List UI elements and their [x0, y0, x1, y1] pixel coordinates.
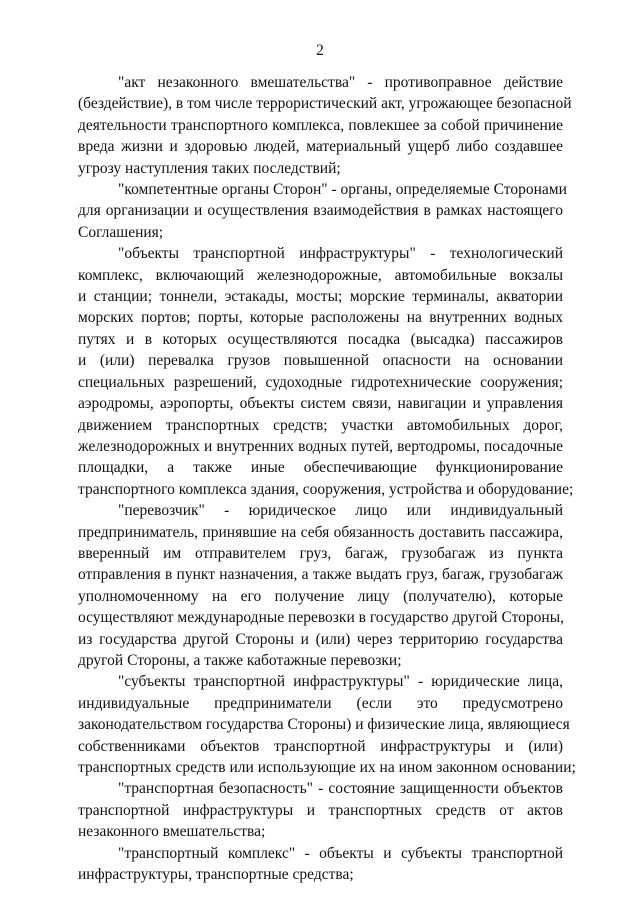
definition-paragraph-objects — [78, 243, 574, 500]
text-line: Соглашения; — [78, 223, 164, 241]
text-line: и (или) перевалка грузов повышенной опасности на основании — [78, 352, 563, 370]
text-line: морских портов; порты, которые расположены на внутренних водных — [78, 309, 563, 327]
text-line: инфраструктуры, транспортные средства; — [78, 866, 354, 884]
text-line: законодательством государства Стороны) и физические лица, являющиеся — [78, 716, 570, 734]
text-line: "акт незаконного вмешательства" - противоправное действие — [118, 74, 563, 91]
text-line: комплекс, включающий железнодорожные, автомобильные вокзалы — [78, 266, 563, 284]
text-line: "перевозчик" - юридическое лицо или индивидуальный — [118, 502, 563, 520]
text-line: транспортной инфраструктуры и транспортных средств от актов — [78, 801, 563, 819]
definition-paragraph-subjects — [78, 671, 576, 778]
page-number: 2 — [316, 42, 324, 59]
text-line: движением транспортных средств; участки автомобильных дорог, — [78, 416, 563, 434]
text-line: аэродромы, аэропорты, объекты систем связи, навигации и управления — [78, 395, 563, 413]
definition-paragraph-organs — [78, 179, 567, 243]
definition-paragraph-complex — [78, 843, 563, 886]
text-line: из государства другой Стороны и (или) через территорию государства — [78, 630, 563, 648]
text-line: незаконного вмешательства; — [78, 823, 266, 841]
text-line: "объекты транспортной инфраструктуры" - технологический — [118, 245, 563, 263]
text-line: путях и в которых осуществляются посадка (высадка) пассажиров — [78, 330, 563, 348]
text-line: деятельности транспортного комплекса, повлекшее за собой причинение — [78, 116, 563, 134]
text-line: транспортных средств или использующие их на ином законном основании; — [78, 759, 576, 776]
text-line: предприниматель, принявшие на себя обязанность доставить пассажира, — [78, 523, 563, 541]
text-line: вреда жизни и здоровью людей, материальный ущерб либо создавшее — [78, 138, 563, 156]
text-line: осуществляют международные перевозки в государство другой Стороны, — [78, 609, 564, 627]
text-line: "компетентные органы Сторон" - органы, определяемые Сторонами — [118, 181, 567, 199]
text-line: специальных разрешений, судоходные гидротехнические сооружения; — [78, 373, 563, 391]
text-line: и станции; тоннели, эстакады, мосты; морские терминалы, акватории — [78, 288, 563, 306]
document-body — [78, 72, 576, 885]
text-line: "субъекты транспортной инфраструктуры" - юридические лица, — [118, 673, 563, 691]
text-line: "транспортная безопасность" - состояние защищенности объектов — [118, 780, 563, 798]
definition-paragraph-act — [78, 72, 572, 179]
text-line: для организации и осуществления взаимодействия в рамках настоящего — [78, 202, 563, 220]
text-line: "транспортный комплекс" - объекты и субъекты транспортной — [118, 844, 563, 862]
text-line: угрозу наступления таких последствий; — [78, 159, 341, 177]
text-line: отправления в пункт назначения, а также выдать груз, багаж, грузобагаж — [78, 566, 563, 584]
text-line: вверенный им отправителем груз, багаж, грузобагаж из пункта — [78, 544, 563, 562]
definition-paragraph-carrier — [78, 500, 563, 671]
text-line: собственниками объектов транспортной инфраструктуры и (или) — [78, 737, 563, 755]
text-line: другой Стороны, а также каботажные перевозки; — [78, 651, 402, 669]
text-line: транспортного комплекса здания, сооружения, устройства и оборудование; — [78, 480, 574, 498]
text-line: (бездействие), в том числе террористический акт, угрожающее безопасной — [78, 95, 572, 113]
text-line: площадки, а также иные обеспечивающие функционирование — [78, 459, 563, 477]
text-line: уполномоченному на его получение лицу (получателю), которые — [78, 587, 563, 605]
text-line: железнодорожных и внутренних водных путей, вертодромы, посадочные — [78, 437, 563, 455]
text-line: индивидуальные предприниматели (если это предусмотрено — [78, 694, 563, 712]
definition-paragraph-security — [78, 778, 563, 842]
